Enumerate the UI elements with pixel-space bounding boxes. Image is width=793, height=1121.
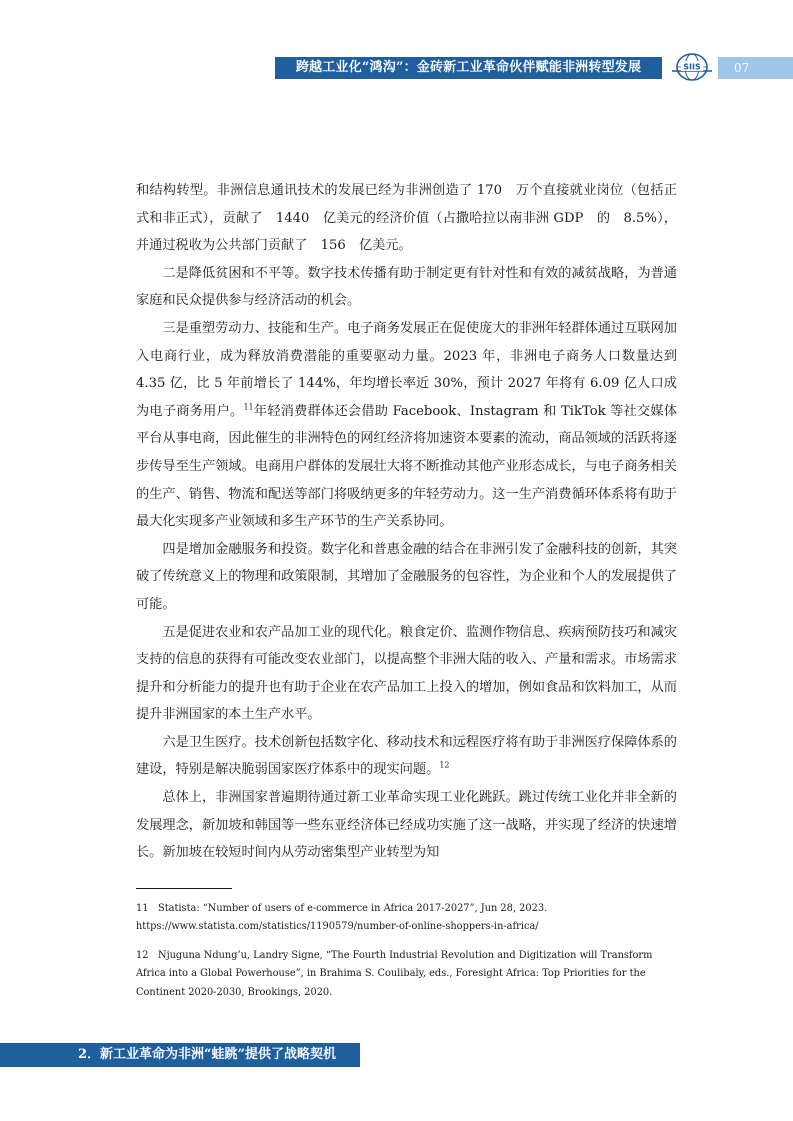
footnote-text: Statista: “Number of users of e-commerce in Africa 2017-2027”, Jun 28, 2023. https://www.statista.com/statistics/1190579/number-of-online-shoppers-in-africa/ xyxy=(136,903,548,933)
paragraph-3 xyxy=(136,315,677,536)
paragraph-7: 总体上，非洲国家普遍期待通过新工业革命实现工业化跳跃。跳过传统工业化并非全新的发展理念，新加坡和韩国等一些东亚经济体已经成功实施了这一战略，并实现了经济的快速增长。新加坡在较短时间内从劳动密集型产业转型为知 xyxy=(136,790,677,861)
paragraph-1: 和结构转型。非洲信息通讯技术的发展已经为非洲创造了 170 万个直接就业岗位（包括正式和非正式），贡献了 1440 亿美元的经济价值（占撒哈拉以南非洲 GDP 的 8.5%），并通过税收为公共部门贡献了 156 亿美元。 xyxy=(136,183,677,254)
page-number-tab xyxy=(718,57,793,79)
page-number: 07 xyxy=(734,61,750,75)
footnote-text: Njuguna Ndung’u, Landry Signe, “The Fourth Industrial Revolution and Digitization will Transform Africa into a Global Powerhouse”, in Brahima S. Coulibaly, eds., Foresight Africa: Top Priorities for the Continent 2020-2030, Brookings, 2020. xyxy=(136,949,653,998)
running-header-title: 跨越工业化“鸿沟”：金砖新工业革命伙伴赋能非洲转型发展 xyxy=(295,60,642,75)
footnote-ref-11: 11 xyxy=(243,402,254,412)
paragraph-2: 二是降低贫困和不平等。数字技术传播有助于制定更有针对性和有效的减贫战略，为普通家庭和民众提供参与经济活动的机会。 xyxy=(136,265,677,309)
paragraph-4: 四是增加金融服务和投资。数字化和普惠金融的结合在非洲引发了金融科技的创新，其突破了传统意义上的物理和政策限制，其增加了金融服务的包容性，为企业和个人的发展提供了可能。 xyxy=(136,541,677,612)
paragraph-6-text: 六是卫生医疗。技术创新包括数字化、移动技术和远程医疗将有助于非洲医疗保障体系的建设，特别是解决脆弱国家医疗体系中的现实问题。 xyxy=(136,734,677,778)
paragraph-3-part-a: 三是重塑劳动力、技能和生产。电子商务发展正在促使庞大的非洲年轻群体通过互联网加入电商行业，成为释放消费潜能的重要驱动力量。2023 年，非洲电子商务人口数量达到 4.35 亿，比 5 年前增长了 144%，年均增长率近 30%，预计 2027 年将有 6.09 亿人口成为电子商务用户。 xyxy=(136,320,677,419)
footnotes xyxy=(136,900,677,1012)
section-title: 2．新工业革命为非洲“蛙跳”提供了战略契机 xyxy=(78,1047,337,1062)
footnote-12 xyxy=(136,947,677,1002)
paragraph-6 xyxy=(136,729,677,784)
running-header xyxy=(275,57,662,79)
institute-logo-icon xyxy=(670,52,714,82)
running-footer xyxy=(0,1043,360,1067)
footnote-divider xyxy=(136,888,232,889)
paragraph-5: 五是促进农业和农产品加工业的现代化。粮食定价、监测作物信息、疾病预防技巧和减灾支持的信息的获得有可能改变农业部门，以提高整个非洲大陆的收入、产量和需求。市场需求提升和分析能力的提升也有助于企业在农产品加工上投入的增加，例如食品和饮料加工，从而提升非洲国家的本土生产水平。 xyxy=(136,624,677,723)
footnote-ref-12: 12 xyxy=(439,761,450,771)
paragraph-3-part-b: 年轻消费群体还会借助 Facebook、Instagram 和 TikTok 等社交媒体平台从事电商，因此催生的非洲特色的网红经济将加速资本要素的流动，商品领域的活跃将逐步传导至生产领域。电商用户群体的发展壮大将不断推动其他产业形态成长，与电子商务相关的生产、销售、物流和配送等部门将吸纳更多的年轻劳动力。这一生产消费循环体系将有助于最大化实现多产业领域和多生产环节的生产关系协同。 xyxy=(136,403,678,530)
logo-text: SIIS xyxy=(683,62,701,72)
body-text xyxy=(136,177,677,867)
footnote-11 xyxy=(136,900,677,937)
footnote-number: 12 xyxy=(136,949,149,961)
footnote-number: 11 xyxy=(136,903,149,914)
